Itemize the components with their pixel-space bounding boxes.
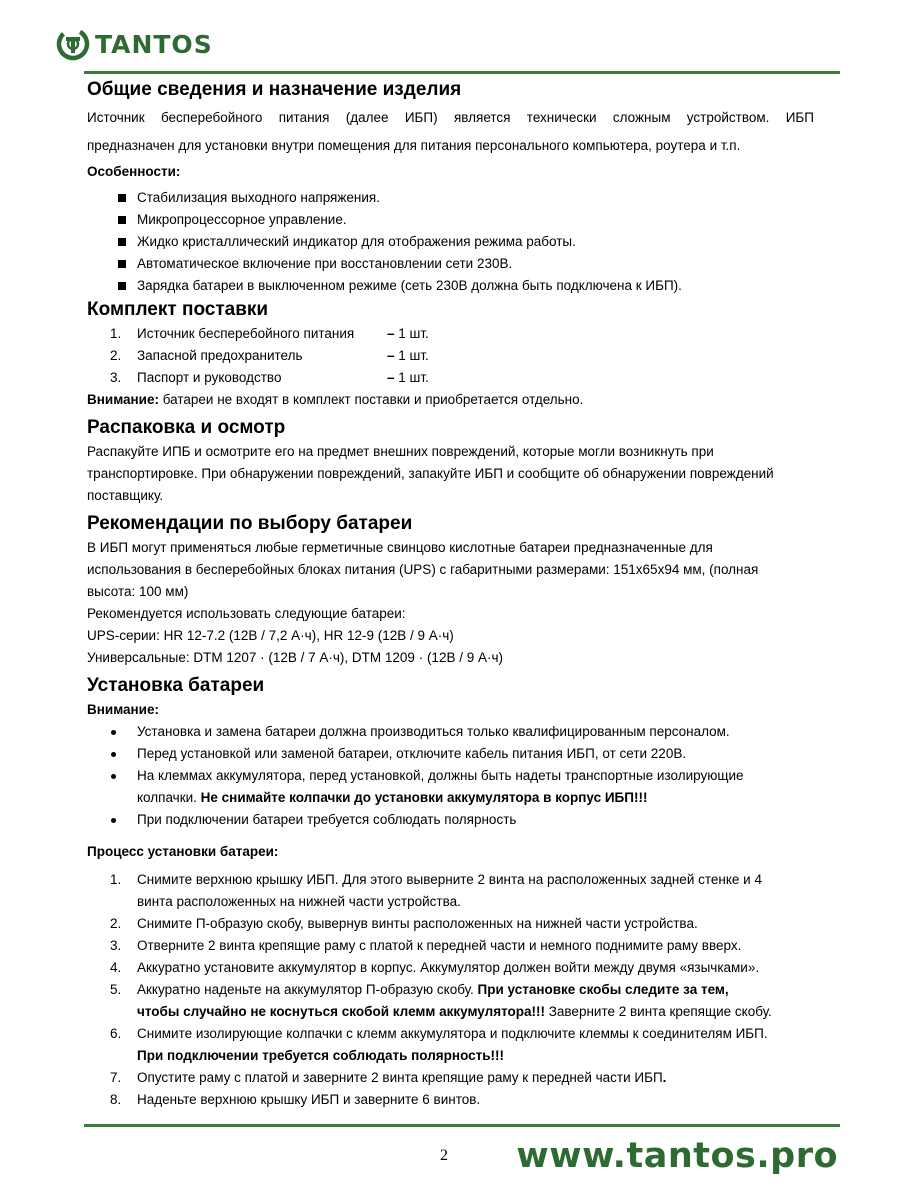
battery-choice-line5: UPS-серии: HR 12-7.2 (12В / 7,2 А·ч), HR 12-9 (12В / 9 А·ч) [87, 628, 454, 643]
bullet-icon [111, 752, 116, 757]
installation-warnings-list [87, 721, 814, 831]
list-item: 1. Источник бесперебойного питания – 1 шт. [110, 326, 429, 341]
square-bullet-icon [118, 282, 126, 290]
list-item: При подключении батареи требуется соблюдать полярность [87, 809, 814, 831]
list-item: 3. Паспорт и руководство – 1 шт. [110, 370, 429, 385]
brand-logo [56, 24, 213, 64]
list-item: 2. Запасной предохранитель – 1 шт. [110, 348, 429, 363]
website-link[interactable]: www.tantos.pro [516, 1136, 838, 1176]
list-item: Микропроцессорное управление. [87, 209, 814, 231]
section-title-installation: Установка батареи [87, 675, 265, 696]
list-item: Установка и замена батареи должна производиться только квалифицированным персоналом. [87, 721, 814, 743]
list-item: Перед установкой или заменой батареи, отключите кабель питания ИБП, от сети 220В. [87, 743, 814, 765]
installation-warning-label: Внимание: [87, 702, 159, 717]
battery-choice-line4: Рекомендуется использовать следующие батареи: [87, 606, 406, 621]
section-title-kit: Комплект поставки [87, 299, 269, 320]
list-item: Стабилизация выходного напряжения. [87, 187, 814, 209]
unpacking-line2: транспортировке. При обнаружении повреждений, запакуйте ИБП и сообщите об обнаружении повреждений [87, 466, 774, 481]
battery-choice-line3: высота: 100 мм) [87, 584, 189, 599]
square-bullet-icon [118, 238, 126, 246]
unpacking-line1: Распакуйте ИПБ и осмотрите его на предмет внешних повреждений, которые могли возникнуть при [87, 444, 714, 459]
list-item: 5. Аккуратно наденьте на аккумулятор П-образую скобу. При установке скобы следите за тем, чтобы случайно не коснуться скобой клемм аккумулятора!!! Заверните 2 винта крепящие скобу. [110, 982, 772, 1019]
square-bullet-icon [118, 216, 126, 224]
square-bullet-icon [118, 194, 126, 202]
logo-text: TANTOS [95, 29, 213, 59]
installation-steps-list [87, 869, 814, 1111]
document-body [87, 77, 814, 1111]
footer-divider [84, 1124, 840, 1127]
process-label: Процесс установки батареи: [87, 844, 279, 859]
section-title-general: Общие сведения и назначение изделия [87, 79, 462, 100]
list-item: На клеммах аккумулятора, перед установкой, должны быть надеты транспортные изолирующие колпачки. Не снимайте колпачки до установки аккумулятора в корпус ИБП!!! [87, 765, 814, 809]
battery-choice-line2: использования в бесперебойных блоках питания (UPS) с габаритными размерами: 151х65х94 мм, (полная [87, 562, 759, 577]
kit-note: Внимание: батареи не входят в комплект поставки и приобретается отдельно. [87, 392, 584, 407]
list-item: Жидко кристаллический индикатор для отображения режима работы. [87, 231, 814, 253]
features-list [87, 187, 814, 297]
bullet-icon [111, 774, 116, 779]
list-item: 3. Отверните 2 винта крепящие раму с платой к передней части и немного поднимите раму вверх. [110, 938, 742, 953]
list-item: 2. Снимите П-образую скобу, вывернув винты расположенных на нижней части устройства. [110, 916, 698, 931]
square-bullet-icon [118, 260, 126, 268]
battery-choice-line6: Универсальные: DTM 1207 · (12В / 7 А·ч), DTM 1209 · (12В / 9 А·ч) [87, 650, 503, 665]
tantos-logo-icon [56, 27, 90, 61]
general-intro-line2: предназначен для установки внутри помещения для питания персонального компьютера, роутера и т.п. [87, 138, 741, 153]
kit-list [87, 323, 814, 389]
bullet-icon [111, 730, 116, 735]
features-label: Особенности: [87, 164, 181, 179]
list-item: 1. Снимите верхнюю крышку ИБП. Для этого выверните 2 винта на расположенных задней стенке и 4 винта расположенных на нижней части устройства. [110, 872, 762, 909]
list-item: 4. Аккуратно установите аккумулятор в корпус. Аккумулятор должен войти между двумя «язычками». [110, 960, 760, 975]
list-item: 8. Наденьте верхнюю крышку ИБП и заверните 6 винтов. [110, 1092, 481, 1107]
list-item: Зарядка батареи в выключенном режиме (сеть 230В должна быть подключена к ИБП). [87, 275, 814, 297]
list-item: 6. Снимите изолирующие колпачки с клемм аккумулятора и подключите клеммы к соединителям ИБП. При подключении требуется соблюдать полярность!!! [110, 1026, 768, 1063]
unpacking-line3: поставщику. [87, 488, 164, 503]
list-item: Автоматическое включение при восстановлении сети 230В. [87, 253, 814, 275]
list-item: 7. Опустите раму с платой и заверните 2 винта крепящие раму к передней части ИБП. [110, 1070, 667, 1085]
battery-choice-line1: В ИБП могут применяться любые герметичные свинцово кислотные батареи предназначенные для [87, 540, 713, 555]
section-title-unpacking: Распаковка и осмотр [87, 417, 286, 438]
section-title-battery-choice: Рекомендации по выбору батареи [87, 513, 413, 534]
page-number: 2 [440, 1147, 448, 1164]
general-intro-line1: Источник бесперебойного питания (далее ИБП) является технически сложным устройством. ИБП [87, 110, 814, 125]
header-divider [84, 71, 840, 74]
bullet-icon [111, 818, 116, 823]
